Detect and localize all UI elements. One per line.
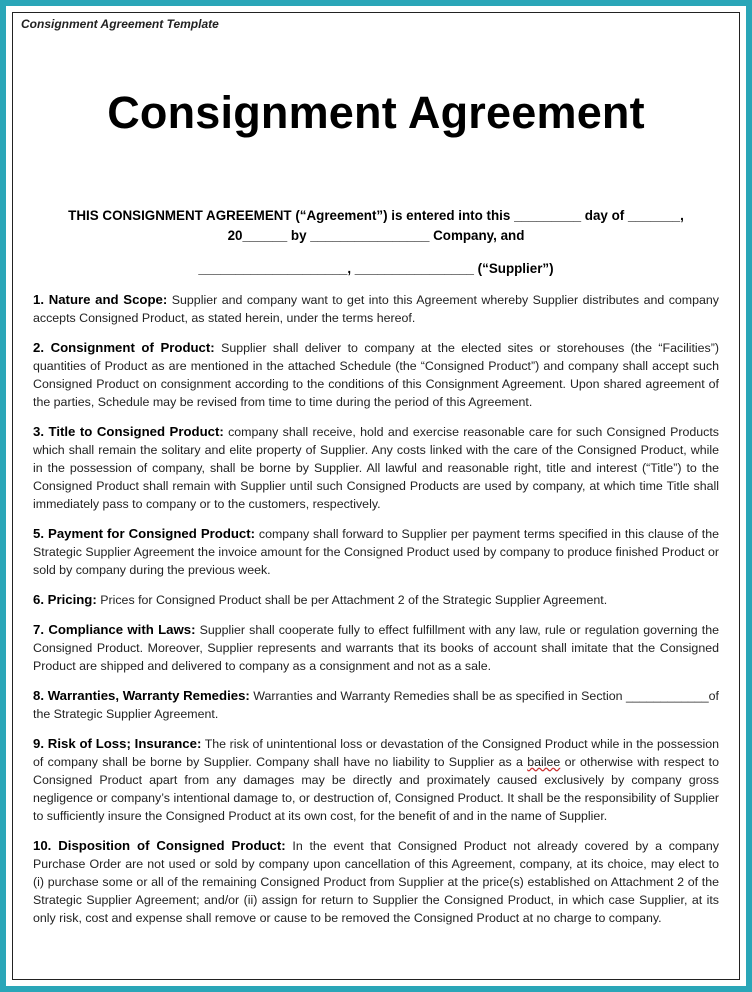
clause-payment-for-consigned-product (33, 525, 719, 579)
clause-body: Warranties and Warranty Remedies shall be as specified in Section ____________of the Strategic Supplier Agreement. (33, 689, 719, 721)
clause-heading: 9. Risk of Loss; Insurance: (33, 736, 202, 751)
clause-nature-and-scope (33, 291, 719, 327)
page-label: Consignment Agreement Template (21, 17, 219, 31)
clause-body: Prices for Consigned Product shall be per Attachment 2 of the Strategic Supplier Agreement. (100, 593, 608, 607)
clause-body: company shall receive, hold and exercise reasonable care for such Consigned Products which shall remain the solitary and elite property of Supplier. Any costs linked with the care of the Consigned Product, while in the possession of company, shall be borne by Supplier. All lawful and reasonable right, title and interest (“Title”) to the Consigned Product shall remain with Supplier until such Consigned Products are used by company, at which time Title shall immediately pass to company or to the customers, respectively. (33, 425, 719, 511)
intro-line-3: ____________________, ________________ (“Supplier”) (198, 261, 554, 276)
spellcheck-marked-word: bailee (527, 755, 561, 769)
clause-title-to-consigned-product (33, 423, 719, 513)
clause-body: Supplier shall deliver to company at the elected sites or storehouses (the “Facilities”) quantities of Product as are mentioned in the attached Schedule (the “Consigned Product”) and company shall accept such Consigned Product on consignment according to the conditions of this Consignment Agreement. Upon shared agreement of the parties, Schedule may be revised from time to time during the period of this Agreement. (33, 341, 719, 409)
intro-line-1: THIS CONSIGNMENT AGREEMENT (“Agreement”) is entered into this _________ day of _______, (68, 208, 684, 223)
clause-compliance-with-laws (33, 621, 719, 675)
clause-heading: 1. Nature and Scope: (33, 292, 168, 307)
clause-warranties (33, 687, 719, 723)
clause-body: In the event that Consigned Product not already covered by a company Purchase Order are not used or sold by company upon cancellation of this Agreement, company, at its choice, may elect to (i) purchase some or all of the remaining Consigned Product from Supplier at the price(s) established on Attachment 2 of the Strategic Supplier Agreement; and/or (ii) assign for return to Supplier the Consigned Product, in which case Supplier, at its only risk, cost and expense shall remove or cause to be removed the Consigned Product at no charge to company. (33, 839, 719, 925)
document-page (12, 12, 740, 980)
clause-body-part: The risk of unintentional loss or devastation of the Consigned Product while in the possession of company shall be borne by Supplier. Company shall have no liability to Supplier as a (33, 737, 720, 769)
intro-line-2: 20______ by ________________ Company, and (227, 228, 525, 243)
clause-heading: 5. Payment for Consigned Product: (33, 526, 256, 541)
clause-body: Supplier and company want to get into this Agreement whereby Supplier distributes and company accepts Consigned Product, as stated herein, under the terms hereof. (33, 293, 719, 325)
clause-body-part: or otherwise with respect to Consigned Product apart from any damages may be directly and proximately caused exclusively by company gross negligence or company’s intentional damage to, or destruction of, Consigned Product. It shall be the responsibility of Supplier to sufficiently insure the Consigned Product at its own cost, for the benefit of and in the name of Supplier. (33, 755, 719, 823)
clause-consignment-of-product (33, 339, 719, 411)
clause-heading: 7. Compliance with Laws: (33, 622, 196, 637)
clause-risk-of-loss-insurance (33, 735, 719, 825)
clause-body: Supplier shall cooperate fully to effect fulfillment with any law, rule or regulation governing the Consigned Product. Moreover, Supplier represents and warrants that its books of account shall imitate that the Consigned Product are shipped and delivered to company as a consignment and not as a sale. (33, 623, 719, 673)
clause-disposition-of-consigned-product (33, 837, 719, 927)
clause-heading: 3. Title to Consigned Product: (33, 424, 224, 439)
clauses-section (33, 291, 719, 939)
clause-pricing (33, 591, 719, 609)
document-title: Consignment Agreement (107, 87, 645, 138)
clause-heading: 6. Pricing: (33, 592, 97, 607)
clause-heading: 2. Consignment of Product: (33, 340, 215, 355)
clause-heading: 8. Warranties, Warranty Remedies: (33, 688, 250, 703)
clause-body: company shall forward to Supplier per payment terms specified in this clause of the Strategic Supplier Agreement the invoice amount for the Consigned Product used by company to produce finished Product or sold by company during the previous week. (33, 527, 719, 577)
clause-heading: 10. Disposition of Consigned Product: (33, 838, 286, 853)
